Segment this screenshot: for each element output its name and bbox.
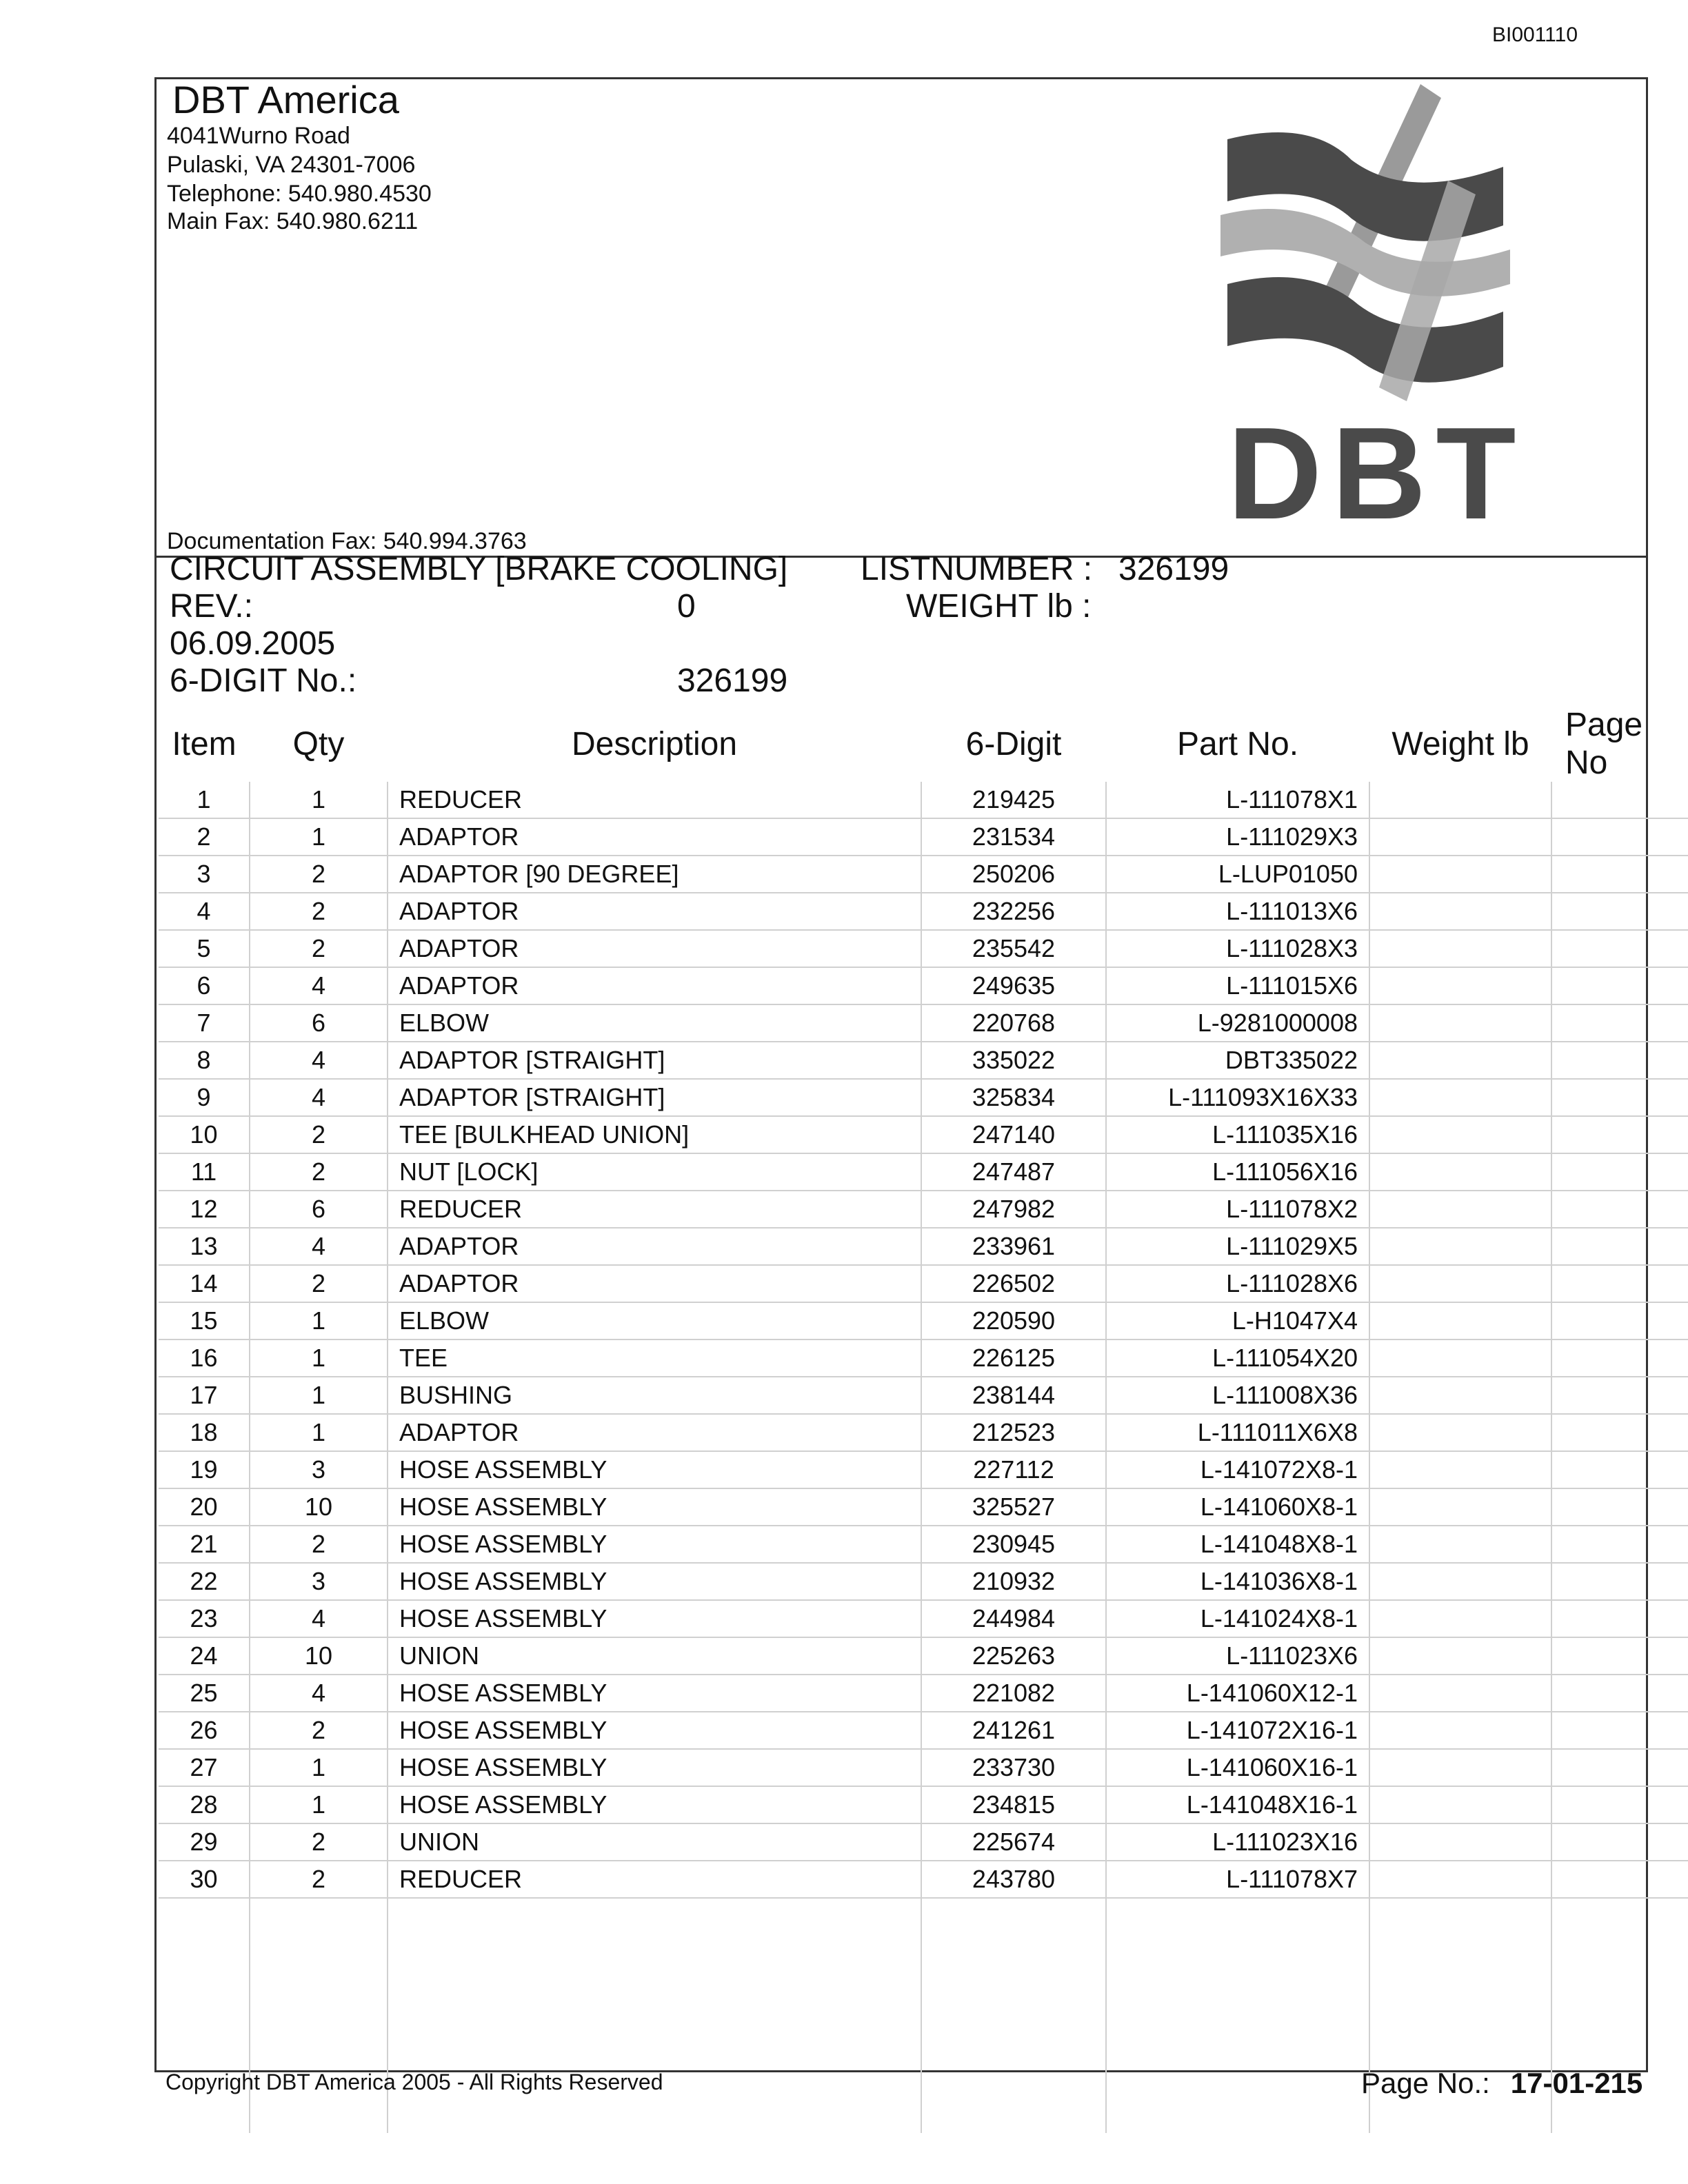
part-no-cell: L-141072X8-1 (1106, 1451, 1369, 1488)
qty-cell: 2 (250, 1265, 388, 1302)
six-digit-cell: 325834 (921, 1079, 1106, 1116)
weight-cell (1369, 1414, 1551, 1451)
item-cell: 26 (159, 1712, 250, 1749)
table-row (159, 1637, 1688, 1675)
column-header-item: Item (172, 725, 237, 762)
description-cell: HOSE ASSEMBLY (388, 1488, 921, 1526)
item-cell: 13 (159, 1228, 250, 1265)
company-main-fax: Main Fax: 540.980.6211 (167, 208, 419, 234)
table-row (159, 1749, 1688, 1786)
weight-cell (1369, 1265, 1551, 1302)
table-row (159, 1191, 1688, 1228)
item-cell: 2 (159, 818, 250, 856)
page-cell (1551, 967, 1688, 1004)
qty-cell: 1 (250, 1414, 388, 1451)
page-cell (1551, 1339, 1688, 1377)
item-cell: 9 (159, 1079, 250, 1116)
six-digit-cell: 233730 (921, 1749, 1106, 1786)
six-digit-cell: 225674 (921, 1823, 1106, 1861)
six-digit-cell: 247140 (921, 1116, 1106, 1153)
page-cell (1551, 1228, 1688, 1265)
listnumber-value: 326199 (1118, 551, 1229, 587)
part-no-cell: L-111023X16 (1106, 1823, 1369, 1861)
six-digit-cell: 234815 (921, 1786, 1106, 1823)
part-no-cell: L-141024X8-1 (1106, 1600, 1369, 1637)
qty-cell: 3 (250, 1563, 388, 1600)
description-cell: ADAPTOR (388, 893, 921, 930)
table-row (159, 782, 1688, 818)
column-header-6-digit: 6-Digit (965, 725, 1062, 762)
weight-cell (1369, 818, 1551, 856)
empty-cell (1106, 1898, 1369, 2133)
weight-cell (1369, 1488, 1551, 1526)
weight-cell (1369, 1302, 1551, 1339)
empty-cell (250, 1898, 388, 2133)
qty-cell: 2 (250, 930, 388, 967)
qty-cell: 4 (250, 1675, 388, 1712)
six-digit-value: 326199 (677, 663, 788, 699)
table-row (159, 1153, 1688, 1191)
table-row (159, 1675, 1688, 1712)
description-cell: NUT [LOCK] (388, 1153, 921, 1191)
table-row (159, 1116, 1688, 1153)
weight-cell (1369, 1377, 1551, 1414)
weight-cell (1369, 930, 1551, 967)
part-no-cell: L-111023X6 (1106, 1637, 1369, 1675)
qty-cell: 2 (250, 1526, 388, 1563)
logo-mark-icon (1220, 84, 1510, 401)
qty-cell: 2 (250, 1861, 388, 1898)
table-row (159, 930, 1688, 967)
weight-cell (1369, 1153, 1551, 1191)
six-digit-cell: 232256 (921, 893, 1106, 930)
page-cell (1551, 1637, 1688, 1675)
rev-value: 0 (677, 588, 696, 625)
qty-cell: 1 (250, 1377, 388, 1414)
weight-cell (1369, 1191, 1551, 1228)
qty-cell: 10 (250, 1637, 388, 1675)
page-number-label: Page No.: (1361, 2067, 1490, 2099)
part-no-cell: L-141036X8-1 (1106, 1563, 1369, 1600)
page-cell (1551, 818, 1688, 856)
description-cell: ADAPTOR (388, 967, 921, 1004)
weight-cell (1369, 1600, 1551, 1637)
item-cell: 1 (159, 782, 250, 818)
page-cell (1551, 1191, 1688, 1228)
part-no-cell: L-111015X6 (1106, 967, 1369, 1004)
item-cell: 6 (159, 967, 250, 1004)
table-row (159, 818, 1688, 856)
weight-cell (1369, 1339, 1551, 1377)
six-digit-cell: 233961 (921, 1228, 1106, 1265)
six-digit-cell: 231534 (921, 818, 1106, 856)
item-cell: 21 (159, 1526, 250, 1563)
item-cell: 14 (159, 1265, 250, 1302)
description-cell: HOSE ASSEMBLY (388, 1675, 921, 1712)
weight-cell (1369, 1563, 1551, 1600)
table-row (159, 856, 1688, 893)
description-cell: REDUCER (388, 782, 921, 818)
part-no-cell: DBT335022 (1106, 1042, 1369, 1079)
weight-cell (1369, 1079, 1551, 1116)
item-cell: 12 (159, 1191, 250, 1228)
part-no-cell: L-111008X36 (1106, 1377, 1369, 1414)
item-cell: 30 (159, 1861, 250, 1898)
part-no-cell: L-111011X6X8 (1106, 1414, 1369, 1451)
qty-cell: 2 (250, 1712, 388, 1749)
qty-cell: 1 (250, 1786, 388, 1823)
page-cell (1551, 1042, 1688, 1079)
six-digit-cell: 225263 (921, 1637, 1106, 1675)
description-cell: HOSE ASSEMBLY (388, 1563, 921, 1600)
qty-cell: 1 (250, 1302, 388, 1339)
weight-cell (1369, 1637, 1551, 1675)
page-cell (1551, 856, 1688, 893)
weight-cell (1369, 893, 1551, 930)
table-row (159, 1563, 1688, 1600)
column-header-weight: Weight lb (1391, 725, 1529, 762)
page-cell (1551, 1749, 1688, 1786)
part-no-cell: L-141048X8-1 (1106, 1526, 1369, 1563)
part-no-cell: L-9281000008 (1106, 1004, 1369, 1042)
empty-cell (921, 1898, 1106, 2133)
six-digit-cell: 226502 (921, 1265, 1106, 1302)
description-cell: ADAPTOR [90 DEGREE] (388, 856, 921, 893)
item-cell: 29 (159, 1823, 250, 1861)
six-digit-cell: 243780 (921, 1861, 1106, 1898)
part-no-cell: L-141072X16-1 (1106, 1712, 1369, 1749)
description-cell: HOSE ASSEMBLY (388, 1526, 921, 1563)
description-cell: HOSE ASSEMBLY (388, 1786, 921, 1823)
weight-cell (1369, 967, 1551, 1004)
qty-cell: 2 (250, 1823, 388, 1861)
six-digit-cell: 247982 (921, 1191, 1106, 1228)
table-row (159, 1526, 1688, 1563)
list-title: CIRCUIT ASSEMBLY [BRAKE COOLING] (170, 551, 788, 587)
table-row (159, 1786, 1688, 1823)
weight-cell (1369, 782, 1551, 818)
qty-cell: 6 (250, 1004, 388, 1042)
six-digit-cell: 247487 (921, 1153, 1106, 1191)
qty-cell: 2 (250, 1153, 388, 1191)
description-cell: UNION (388, 1637, 921, 1675)
page-number-value: 17-01-215 (1510, 2067, 1643, 2099)
qty-cell: 1 (250, 782, 388, 818)
item-cell: 8 (159, 1042, 250, 1079)
table-row (159, 1377, 1688, 1414)
logo-text: DBT (1227, 401, 1526, 532)
description-cell: HOSE ASSEMBLY (388, 1712, 921, 1749)
page-cell (1551, 1265, 1688, 1302)
table-row (159, 1079, 1688, 1116)
part-no-cell: L-141060X16-1 (1106, 1749, 1369, 1786)
part-no-cell: L-111029X3 (1106, 818, 1369, 856)
weight-cell (1369, 1228, 1551, 1265)
part-no-cell: L-111028X3 (1106, 930, 1369, 967)
qty-cell: 4 (250, 1228, 388, 1265)
table-row (159, 1302, 1688, 1339)
page-number (1361, 2067, 1642, 2100)
six-digit-cell: 227112 (921, 1451, 1106, 1488)
qty-cell: 1 (250, 1749, 388, 1786)
part-no-cell: L-111054X20 (1106, 1339, 1369, 1377)
qty-cell: 4 (250, 1600, 388, 1637)
company-address-street: 4041Wurno Road (167, 123, 350, 149)
six-digit-cell: 335022 (921, 1042, 1106, 1079)
item-cell: 15 (159, 1302, 250, 1339)
table-row (159, 1004, 1688, 1042)
item-cell: 27 (159, 1749, 250, 1786)
page-cell (1551, 782, 1688, 818)
table-header-row (159, 706, 1688, 782)
table-row (159, 1861, 1688, 1898)
item-cell: 25 (159, 1675, 250, 1712)
description-cell: ADAPTOR (388, 818, 921, 856)
item-cell: 10 (159, 1116, 250, 1153)
six-digit-cell: 219425 (921, 782, 1106, 818)
page-cell (1551, 1451, 1688, 1488)
dbt-logo (1200, 77, 1558, 532)
item-cell: 5 (159, 930, 250, 967)
page-cell (1551, 1861, 1688, 1898)
qty-cell: 4 (250, 1042, 388, 1079)
part-no-cell: L-141060X12-1 (1106, 1675, 1369, 1712)
empty-cell (388, 1898, 921, 2133)
description-cell: TEE [BULKHEAD UNION] (388, 1116, 921, 1153)
page-cell (1551, 1153, 1688, 1191)
six-digit-cell: 220768 (921, 1004, 1106, 1042)
listnumber-label: LISTNUMBER : (861, 551, 1093, 587)
qty-cell: 6 (250, 1191, 388, 1228)
part-no-cell: L-111056X16 (1106, 1153, 1369, 1191)
part-no-cell: L-111029X5 (1106, 1228, 1369, 1265)
six-digit-label: 6-DIGIT No.: (170, 663, 357, 699)
six-digit-cell: 249635 (921, 967, 1106, 1004)
item-cell: 19 (159, 1451, 250, 1488)
weight-cell (1369, 856, 1551, 893)
page-cell (1551, 1488, 1688, 1526)
six-digit-cell: 235542 (921, 930, 1106, 967)
page-cell (1551, 1600, 1688, 1637)
six-digit-cell: 244984 (921, 1600, 1106, 1637)
weight-label: WEIGHT lb : (906, 588, 1092, 625)
column-header-description: Description (571, 725, 738, 762)
page-cell (1551, 1302, 1688, 1339)
item-cell: 17 (159, 1377, 250, 1414)
weight-cell (1369, 1451, 1551, 1488)
description-cell: ELBOW (388, 1004, 921, 1042)
weight-cell (1369, 1712, 1551, 1749)
description-cell: UNION (388, 1823, 921, 1861)
six-digit-cell: 238144 (921, 1377, 1106, 1414)
column-header-part-no: Part No. (1176, 725, 1299, 762)
table-row (159, 893, 1688, 930)
table-row (159, 1600, 1688, 1637)
qty-cell: 1 (250, 818, 388, 856)
description-cell: ADAPTOR (388, 1228, 921, 1265)
table-row (159, 1451, 1688, 1488)
item-cell: 4 (159, 893, 250, 930)
part-no-cell: L-141048X16-1 (1106, 1786, 1369, 1823)
description-cell: ELBOW (388, 1302, 921, 1339)
weight-cell (1369, 1042, 1551, 1079)
part-no-cell: L-LUP01050 (1106, 856, 1369, 893)
part-no-cell: L-111035X16 (1106, 1116, 1369, 1153)
six-digit-cell: 241261 (921, 1712, 1106, 1749)
description-cell: ADAPTOR [STRAIGHT] (388, 1079, 921, 1116)
weight-cell (1369, 1675, 1551, 1712)
part-no-cell: L-111028X6 (1106, 1265, 1369, 1302)
six-digit-cell: 325527 (921, 1488, 1106, 1526)
weight-cell (1369, 1004, 1551, 1042)
part-no-cell: L-111078X7 (1106, 1861, 1369, 1898)
page-cell (1551, 1526, 1688, 1563)
six-digit-cell: 210932 (921, 1563, 1106, 1600)
document-id: BI001110 (1492, 23, 1578, 46)
part-no-cell: L-111078X1 (1106, 782, 1369, 818)
qty-cell: 1 (250, 1339, 388, 1377)
description-cell: ADAPTOR (388, 1265, 921, 1302)
six-digit-cell: 250206 (921, 856, 1106, 893)
item-cell: 28 (159, 1786, 250, 1823)
weight-cell (1369, 1116, 1551, 1153)
page-cell (1551, 1712, 1688, 1749)
page-cell (1551, 1116, 1688, 1153)
table-row (159, 967, 1688, 1004)
description-cell: ADAPTOR (388, 1414, 921, 1451)
six-digit-cell: 221082 (921, 1675, 1106, 1712)
description-cell: BUSHING (388, 1377, 921, 1414)
item-cell: 23 (159, 1600, 250, 1637)
part-no-cell: L-111078X2 (1106, 1191, 1369, 1228)
part-no-cell: L-H1047X4 (1106, 1302, 1369, 1339)
page-cell (1551, 1823, 1688, 1861)
qty-cell: 4 (250, 1079, 388, 1116)
weight-cell (1369, 1749, 1551, 1786)
table-row (159, 1228, 1688, 1265)
description-cell: HOSE ASSEMBLY (388, 1749, 921, 1786)
description-cell: ADAPTOR (388, 930, 921, 967)
part-no-cell: L-111013X6 (1106, 893, 1369, 930)
item-cell: 24 (159, 1637, 250, 1675)
page-cell (1551, 1563, 1688, 1600)
list-date: 06.09.2005 (170, 625, 336, 662)
description-cell: HOSE ASSEMBLY (388, 1451, 921, 1488)
item-cell: 22 (159, 1563, 250, 1600)
weight-cell (1369, 1861, 1551, 1898)
column-header-qty: Qty (292, 725, 345, 762)
table-row (159, 1265, 1688, 1302)
description-cell: REDUCER (388, 1191, 921, 1228)
qty-cell: 4 (250, 967, 388, 1004)
page-cell (1551, 1786, 1688, 1823)
description-cell: HOSE ASSEMBLY (388, 1600, 921, 1637)
description-cell: TEE (388, 1339, 921, 1377)
table-row (159, 1712, 1688, 1749)
table-row (159, 1339, 1688, 1377)
page-cell (1551, 1675, 1688, 1712)
item-cell: 7 (159, 1004, 250, 1042)
qty-cell: 10 (250, 1488, 388, 1526)
page-cell (1551, 1079, 1688, 1116)
page-cell (1551, 1004, 1688, 1042)
documentation-fax: Documentation Fax: 540.994.3763 (167, 528, 527, 554)
copyright-notice: Copyright DBT America 2005 - All Rights Reserved (165, 2070, 663, 2094)
parts-table (159, 706, 1688, 2133)
company-telephone: Telephone: 540.980.4530 (167, 181, 432, 207)
weight-cell (1369, 1786, 1551, 1823)
description-cell: ADAPTOR [STRAIGHT] (388, 1042, 921, 1079)
qty-cell: 2 (250, 856, 388, 893)
weight-cell (1369, 1823, 1551, 1861)
page-cell (1551, 893, 1688, 930)
description-cell: REDUCER (388, 1861, 921, 1898)
six-digit-cell: 226125 (921, 1339, 1106, 1377)
item-cell: 20 (159, 1488, 250, 1526)
item-cell: 16 (159, 1339, 250, 1377)
item-cell: 11 (159, 1153, 250, 1191)
page-cell (1551, 930, 1688, 967)
item-cell: 3 (159, 856, 250, 893)
column-header-page-no: Page No (1565, 707, 1643, 781)
qty-cell: 3 (250, 1451, 388, 1488)
page-cell (1551, 1377, 1688, 1414)
six-digit-cell: 220590 (921, 1302, 1106, 1339)
empty-cell (159, 1898, 250, 2133)
company-address-city: Pulaski, VA 24301-7006 (167, 152, 416, 178)
part-no-cell: L-111093X16X33 (1106, 1079, 1369, 1116)
page-cell (1551, 1414, 1688, 1451)
company-name: DBT America (172, 78, 399, 121)
part-no-cell: L-141060X8-1 (1106, 1488, 1369, 1526)
table-row (159, 1414, 1688, 1451)
rev-label: REV.: (170, 588, 253, 625)
table-row (159, 1823, 1688, 1861)
item-cell: 18 (159, 1414, 250, 1451)
weight-cell (1369, 1526, 1551, 1563)
qty-cell: 2 (250, 1116, 388, 1153)
table-row (159, 1042, 1688, 1079)
six-digit-cell: 230945 (921, 1526, 1106, 1563)
six-digit-cell: 212523 (921, 1414, 1106, 1451)
qty-cell: 2 (250, 893, 388, 930)
table-row (159, 1488, 1688, 1526)
